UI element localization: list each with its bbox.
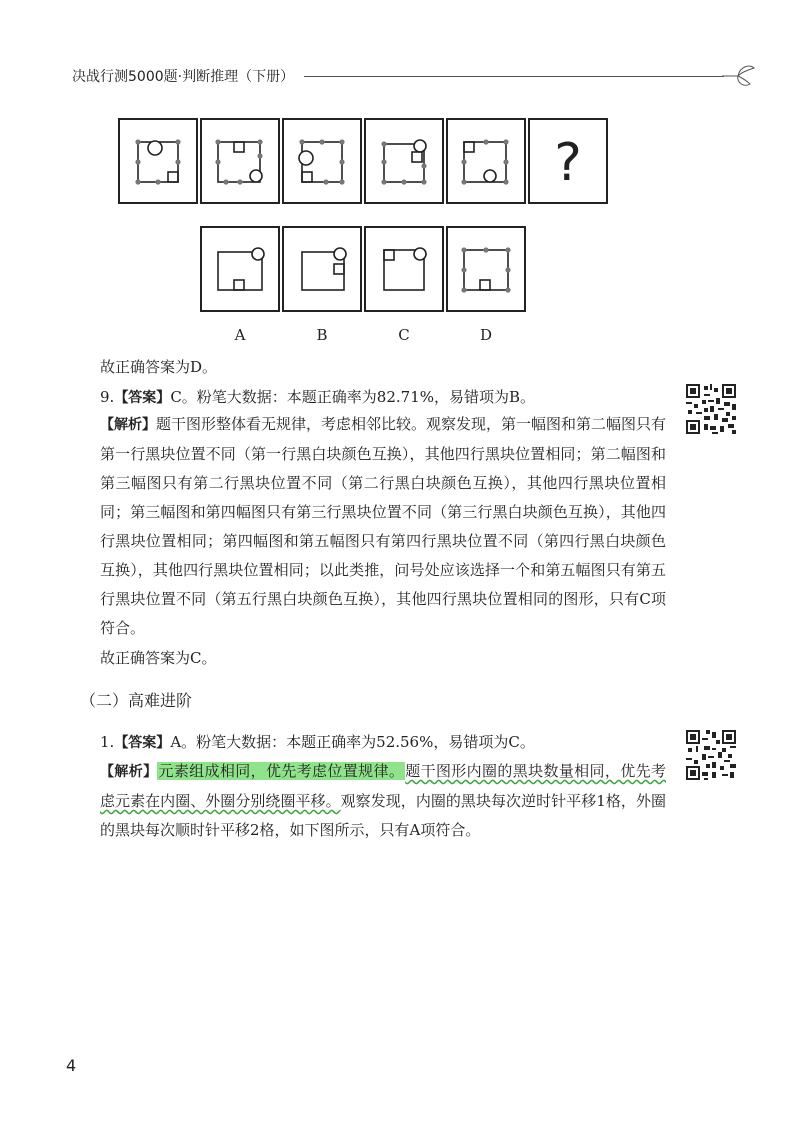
question-mark-glyph: ? [554, 133, 582, 193]
sprout-icon [720, 60, 760, 90]
option-label-c: C [398, 326, 410, 344]
qr-code-icon[interactable] [684, 728, 738, 782]
option-label-a: A [234, 326, 246, 344]
qr-code-icon[interactable] [684, 382, 738, 436]
q9-number: 9. [100, 388, 115, 406]
option-figure-a [200, 226, 280, 312]
q1-number: 1. [100, 733, 115, 751]
question-figure-1 [118, 118, 198, 204]
q1-answer [100, 728, 666, 758]
conclusion-d-text: 故正确答案为D。 [100, 358, 218, 376]
running-header [72, 62, 752, 92]
q9-answer-tag: 【答案】 [114, 390, 171, 406]
q9-conclusion-text: 故正确答案为C。 [100, 649, 217, 667]
option-figure-c [364, 226, 444, 312]
q9-analysis-tag: 【解析】 [100, 417, 156, 433]
q9-answer-text: C。粉笔大数据：本题正确率为82.71%，易错项为B。 [170, 388, 536, 406]
option-figure-b [282, 226, 362, 312]
q1-analysis-rest: 观察发现，内圈的黑块每次逆时针平移1格，外圈的黑块每次顺时针平移2格，如下图所示，只有A项符合。 [100, 792, 666, 839]
option-figure-d [446, 226, 526, 312]
q1-analysis-tag: 【解析】 [100, 764, 158, 780]
question-figure-5 [446, 118, 526, 204]
question-figure-2 [200, 118, 280, 204]
header-title: 决战行测5000题·判断推理（下册） [72, 69, 295, 85]
q1-answer-tag: 【答案】 [114, 735, 171, 751]
question-figure-unknown [528, 118, 608, 204]
question-figure-4 [364, 118, 444, 204]
q9-analysis-text: 题干图形整体看无规律，考虑相邻比较。观察发现，第一幅图和第二幅图只有第一行黑块位置不同（第一行黑白块颜色互换），其他四行黑块位置相同；第二幅图和第三幅图只有第二行黑块位置不同（第二行黑白块颜色互换），其他四行黑块位置相同；第三幅图和第四幅图只有第三行黑块位置不同（第三行黑白块颜色互换），其他四行黑块位置相同；第四幅图和第五幅图只有第四行黑块位置不同（第四行黑白块颜色互换），其他四行黑块位置相同；以此类推，问号处应该选择一个和第五幅图只有第五行黑块位置不同（第五行黑白块颜色互换），其他四行黑块位置相同的图形，只有C项符合。 [100, 415, 667, 637]
option-label-d: D [479, 326, 493, 344]
header-rule [304, 76, 724, 77]
q1-highlighted-text: 元素组成相同，优先考虑位置规律。 [158, 762, 405, 780]
page-number: 4 [66, 1056, 77, 1075]
section-title: （二）高难进阶 [80, 691, 193, 710]
question-figure-3 [282, 118, 362, 204]
q1-analysis [100, 757, 666, 845]
option-label-b: B [316, 326, 328, 344]
q9-analysis [100, 410, 666, 643]
q9-answer [100, 383, 666, 413]
q1-wavy-underlined-text: 题干图形内圈的黑块数量相同，优先考虑元素在内圈、外圈分别绕圈平移。 [100, 762, 666, 810]
q9-conclusion [100, 644, 666, 673]
q1-answer-text: A。粉笔大数据：本题正确率为52.56%，易错项为C。 [170, 733, 535, 751]
conclusion-d [100, 353, 666, 382]
